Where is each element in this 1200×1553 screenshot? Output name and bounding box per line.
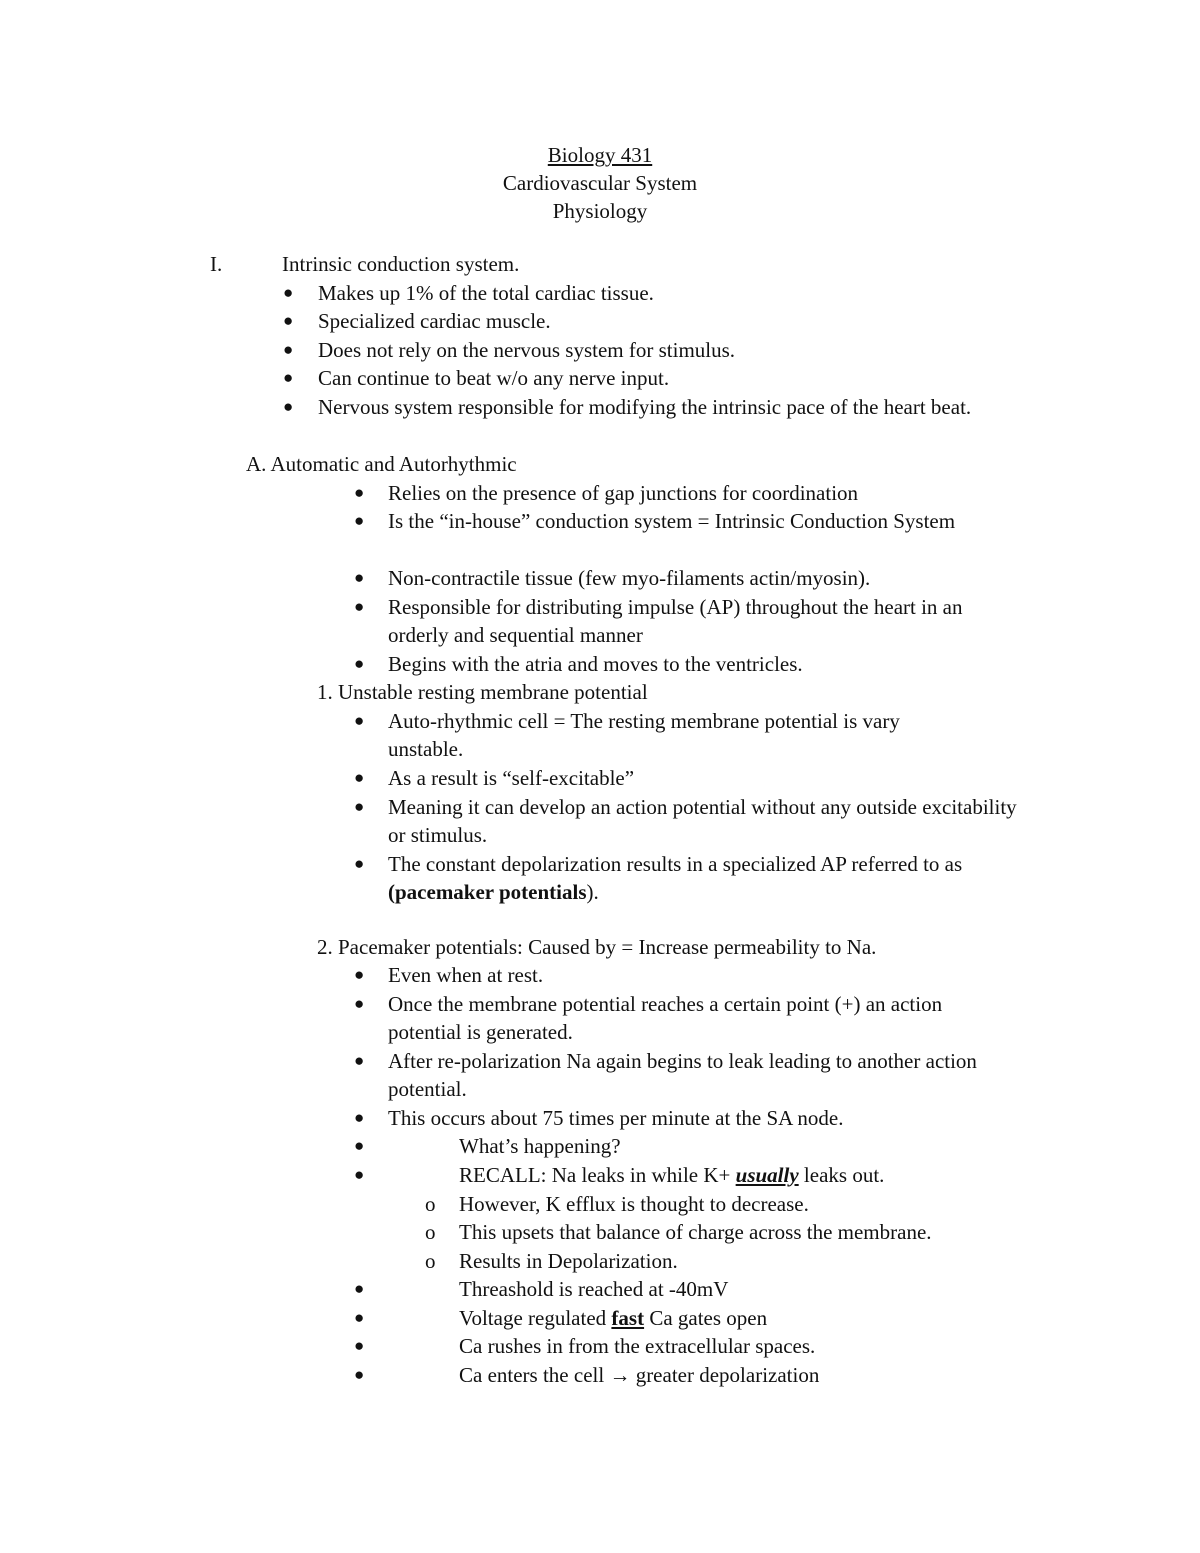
bullet-icon: ● (354, 710, 365, 730)
list-item: ● After re-polarization Na again begins to leak leading to another action potential. (354, 1048, 977, 1101)
bullet-icon: ● (354, 1164, 365, 1184)
list-item: ● RECALL: Na leaks in while K+ usually leaks out. (354, 1162, 885, 1187)
list-item: ● Does not rely on the nervous system for stimulus. (283, 337, 736, 362)
subtitle: Physiology (552, 199, 648, 223)
bullet-icon: ● (354, 965, 365, 985)
list-item: ● Threashold is reached at -40mV (354, 1277, 729, 1302)
section-a-heading (0, 450, 1200, 479)
list-item: ● Nervous system responsible for modifying the intrinsic pace of the heart beat. (283, 394, 972, 419)
bullet-icon: ● (283, 311, 294, 331)
bullet-icon: ● (354, 993, 365, 1013)
title-block (0, 141, 1200, 225)
spacer (0, 907, 1200, 933)
list-item: ● Begins with the atria and moves to the ventricles. (354, 651, 803, 676)
list-item: ● Responsible for distributing impulse (AP) throughout the heart in an orderly and sequential manner (354, 594, 963, 647)
bullet-icon: ● (354, 596, 365, 616)
list-item: ● Ca rushes in from the extracellular spaces. (354, 1334, 816, 1359)
bullet-icon: ● (354, 853, 365, 873)
bullet-icon: ● (354, 482, 365, 502)
bullet-icon: ● (354, 767, 365, 787)
roman-marker: I. (210, 252, 223, 276)
section-2-title: 2. Pacemaker potentials: Caused by = Increase permeability to Na. (317, 934, 877, 959)
bullet-icon: ● (354, 653, 365, 673)
sub-list-item: o This upsets that balance of charge across the membrane. (425, 1220, 932, 1245)
list-item: ● Makes up 1% of the total cardiac tissue. (283, 280, 654, 305)
list-item: ● Even when at rest. (354, 963, 544, 988)
fast-emphasis: fast (611, 1305, 645, 1330)
bullet-icon: ● (354, 511, 365, 531)
pacemaker-term: (pacemaker potentials (388, 879, 587, 904)
list-item: ● This occurs about 75 times per minute at the SA node. (354, 1105, 844, 1130)
usually-emphasis: usually (735, 1162, 799, 1187)
bullet-icon: ● (354, 1279, 365, 1299)
section-1-heading (0, 678, 1200, 707)
bullet-icon: ● (354, 1365, 365, 1385)
list-item: ● Auto-rhythmic cell = The resting membrane potential is vary unstable. (354, 708, 900, 761)
bullet-icon: ● (354, 1136, 365, 1156)
bullet-icon: ● (354, 568, 365, 588)
bullet-icon: ● (354, 1107, 365, 1127)
list-item: ● Can continue to beat w/o any nerve input. (283, 366, 670, 391)
section-1-title: 1. Unstable resting membrane potential (317, 680, 648, 705)
bullet-icon: ● (354, 1336, 365, 1356)
list-item: ● Is the “in-house” conduction system = Intrinsic Conduction System (354, 509, 956, 534)
list-item: ● Ca enters the cell → greater depolarization (354, 1363, 820, 1388)
list-item: ● Specialized cardiac muscle. (283, 309, 551, 334)
section-i-heading (0, 250, 1200, 279)
bullet-icon: ● (354, 796, 365, 816)
bullet-icon: ● (283, 396, 294, 416)
bullet-icon: ● (283, 368, 294, 388)
list-item: ● Relies on the presence of gap junctions for coordination (354, 480, 859, 505)
list-item: ● Once the membrane potential reaches a certain point (+) an action potential is generated. (354, 991, 943, 1044)
section-a-title: A. Automatic and Autorhythmic (246, 451, 517, 476)
course-title: Biology 431 (547, 143, 653, 167)
list-item: ● The constant depolarization results in a specialized AP referred to as (pacemaker potentials). (354, 851, 963, 904)
section-i-title: Intrinsic conduction system. (282, 252, 520, 276)
topic-title: Cardiovascular System (502, 171, 698, 195)
sub-bullet-icon: o (425, 1220, 436, 1245)
list-item: ● As a result is “self-excitable” (354, 765, 635, 790)
bullet-icon: ● (283, 282, 294, 302)
list-item: ● Voltage regulated fast Ca gates open (354, 1305, 768, 1330)
sub-list-item: o Results in Depolarization. (425, 1248, 678, 1273)
bullet-icon: ● (354, 1307, 365, 1327)
bullet-icon: ● (283, 339, 294, 359)
sub-list-item: o However, K efflux is thought to decrease. (425, 1191, 809, 1216)
list-item: ● Non-contractile tissue (few myo-filaments actin/myosin). (354, 566, 871, 591)
sub-bullet-icon: o (425, 1191, 436, 1216)
bullet-icon: ● (354, 1050, 365, 1070)
list-item: ● What’s happening? (354, 1134, 621, 1159)
sub-bullet-icon: o (425, 1248, 436, 1273)
list-item: ● Meaning it can develop an action potential without any outside excitability or stimulus. (354, 794, 1017, 847)
section-2-heading (0, 933, 1200, 962)
arrow-right-icon: → (609, 1363, 631, 1388)
outline (0, 250, 1200, 1390)
